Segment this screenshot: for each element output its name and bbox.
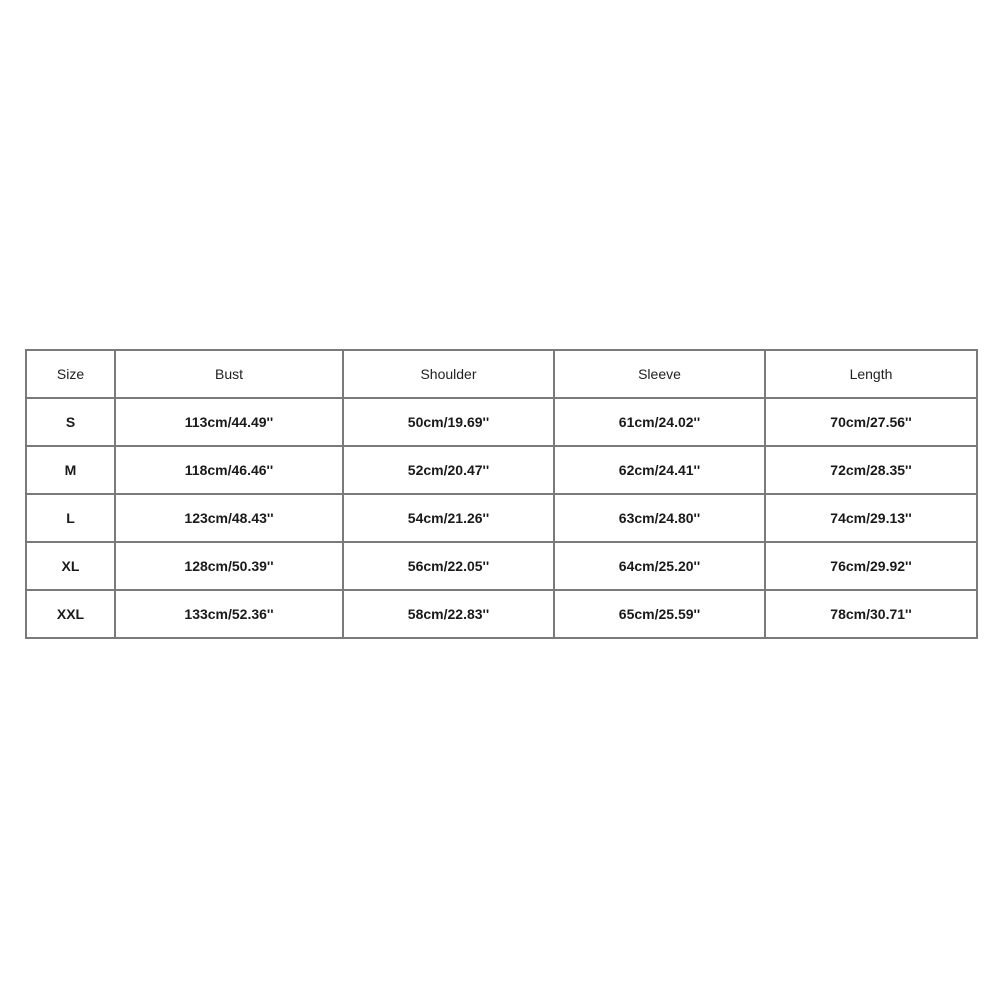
- cell-length: 72cm/28.35'': [765, 446, 977, 494]
- cell-shoulder: 58cm/22.83'': [343, 590, 554, 638]
- cell-sleeve: 63cm/24.80'': [554, 494, 765, 542]
- cell-shoulder: 52cm/20.47'': [343, 446, 554, 494]
- cell-length: 70cm/27.56'': [765, 398, 977, 446]
- table-row: [26, 494, 977, 542]
- table-row: [26, 398, 977, 446]
- cell-shoulder: 50cm/19.69'': [343, 398, 554, 446]
- cell-size: S: [26, 398, 115, 446]
- cell-length: 78cm/30.71'': [765, 590, 977, 638]
- cell-bust: 113cm/44.49'': [115, 398, 343, 446]
- header-shoulder: Shoulder: [343, 350, 554, 398]
- table-row: [26, 590, 977, 638]
- table-row: [26, 542, 977, 590]
- cell-sleeve: 61cm/24.02'': [554, 398, 765, 446]
- cell-sleeve: 65cm/25.59'': [554, 590, 765, 638]
- header-sleeve: Sleeve: [554, 350, 765, 398]
- cell-length: 74cm/29.13'': [765, 494, 977, 542]
- cell-sleeve: 62cm/24.41'': [554, 446, 765, 494]
- cell-bust: 133cm/52.36'': [115, 590, 343, 638]
- cell-length: 76cm/29.92'': [765, 542, 977, 590]
- cell-bust: 123cm/48.43'': [115, 494, 343, 542]
- size-chart-table: [25, 349, 978, 639]
- cell-shoulder: 54cm/21.26'': [343, 494, 554, 542]
- cell-sleeve: 64cm/25.20'': [554, 542, 765, 590]
- header-length: Length: [765, 350, 977, 398]
- cell-size: L: [26, 494, 115, 542]
- cell-shoulder: 56cm/22.05'': [343, 542, 554, 590]
- table-row: [26, 446, 977, 494]
- header-row: [26, 350, 977, 398]
- header-bust: Bust: [115, 350, 343, 398]
- cell-size: M: [26, 446, 115, 494]
- cell-size: XL: [26, 542, 115, 590]
- cell-size: XXL: [26, 590, 115, 638]
- cell-bust: 118cm/46.46'': [115, 446, 343, 494]
- cell-bust: 128cm/50.39'': [115, 542, 343, 590]
- header-size: Size: [26, 350, 115, 398]
